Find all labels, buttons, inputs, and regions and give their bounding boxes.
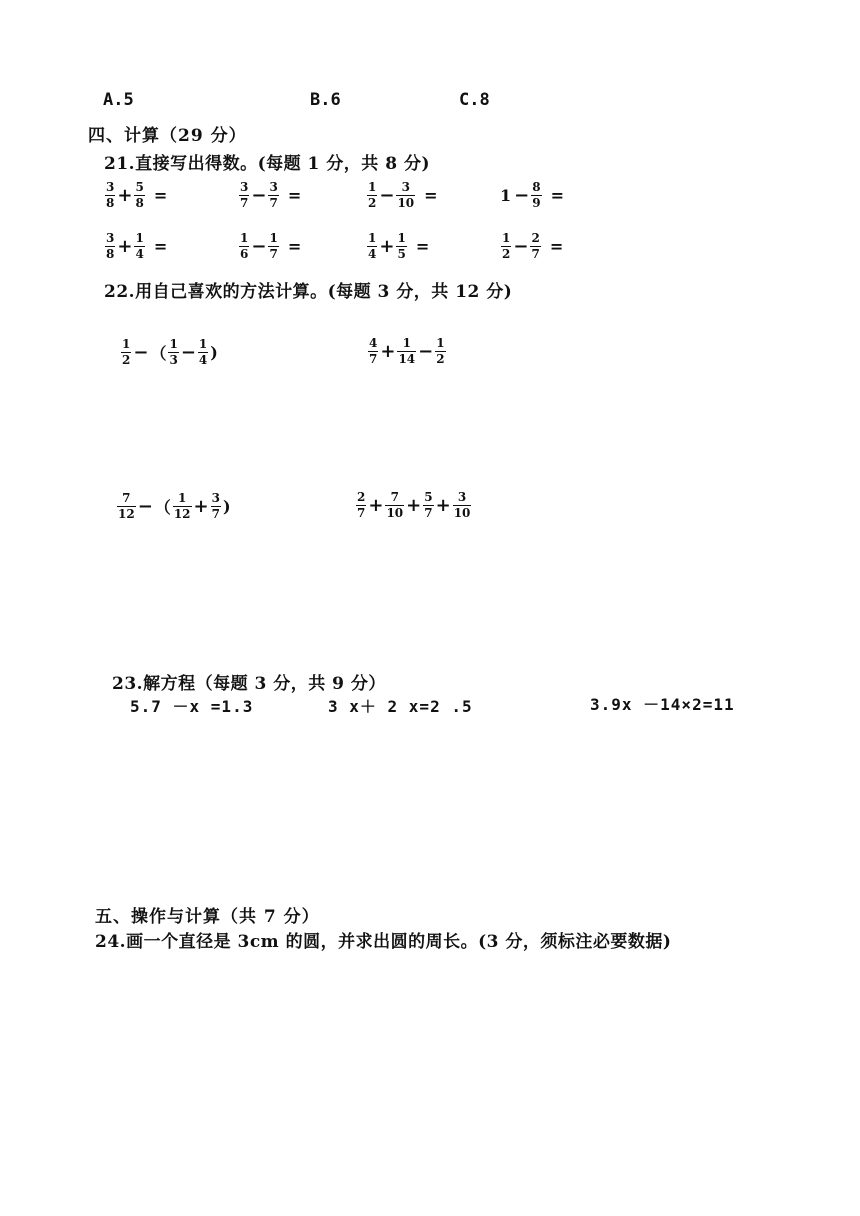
fraction: $\frac{5}{8}$ (135, 180, 144, 210)
fraction: $\frac{1}{2}$ (368, 180, 377, 210)
option-a: A.5 (103, 90, 134, 110)
q24-title: 24.画一个直径是 3cm 的圆，并求出圆的周长。(3 分，须标注必要数据) (95, 932, 672, 952)
option-c: C.8 (459, 90, 490, 110)
fraction: $\frac{1}{4}$ (135, 231, 144, 261)
fraction: $\frac{5}{7}$ (424, 490, 433, 520)
fraction: $\frac{1}{3}$ (169, 337, 178, 367)
section-5-title: 五、操作与计算（共 7 分） (95, 907, 320, 927)
fraction: $\frac{3}{10}$ (453, 490, 471, 520)
fraction: $\frac{1}{4}$ (368, 231, 377, 261)
q21-expression: $\frac{3}{8}$ + $\frac{5}{8}$ = (106, 180, 168, 210)
fraction: $\frac{1}{2}$ (436, 336, 445, 366)
q23-equation-1: 5.7 －x =1.3 (130, 697, 254, 716)
q22-expression-1: $\frac{1}{2}$ − （ $\frac{1}{3}$ − $\frac{1}{4}$ ) (122, 337, 218, 367)
fraction: $\frac{3}{8}$ (106, 231, 115, 261)
q21-expression: $\frac{1}{2}$ − $\frac{2}{7}$ = (502, 231, 564, 261)
q21-title: 21.直接写出得数。(每题 1 分，共 8 分) (104, 154, 430, 174)
q21-expression: $\frac{3}{7}$ − $\frac{3}{7}$ = (240, 180, 302, 210)
section-4-title: 四、计算（29 分） (88, 126, 247, 146)
fraction: $\frac{3}{8}$ (106, 180, 115, 210)
fraction: $\frac{7}{12}$ (118, 491, 135, 521)
q22-expression-3: $\frac{7}{12}$ − （ $\frac{1}{12}$ + $\frac{3}{7}$ ) (118, 491, 231, 521)
fraction: $\frac{1}{14}$ (398, 336, 416, 366)
fraction: $\frac{1}{5}$ (397, 231, 406, 261)
fraction: $\frac{3}{7}$ (240, 180, 249, 210)
q23-equation-2: 3 x＋ 2 x=2 .5 (328, 697, 473, 716)
fraction: $\frac{2}{7}$ (531, 231, 540, 261)
integer-term: 1 (500, 186, 512, 205)
fraction: $\frac{3}{10}$ (397, 180, 415, 210)
fraction: $\frac{4}{7}$ (369, 336, 378, 366)
fraction: $\frac{3}{7}$ (269, 180, 278, 210)
q22-expression-4: $\frac{2}{7}$ + $\frac{7}{10}$ + $\frac{5}{7}$ + $\frac{3}{10}$ (357, 490, 471, 520)
q21-expression: $\frac{3}{8}$ + $\frac{1}{4}$ = (106, 231, 168, 261)
q21-expression: 1 − $\frac{8}{9}$ = (500, 180, 564, 210)
q21-expression: $\frac{1}{6}$ − $\frac{1}{7}$ = (240, 231, 302, 261)
fraction: $\frac{1}{12}$ (173, 491, 191, 521)
q21-expression: $\frac{1}{2}$ − $\frac{3}{10}$ = (368, 180, 438, 210)
fraction: $\frac{1}{6}$ (240, 231, 249, 261)
q21-expression: $\frac{1}{4}$ + $\frac{1}{5}$ = (368, 231, 430, 261)
fraction: $\frac{1}{2}$ (122, 337, 131, 367)
option-b: B.6 (310, 90, 341, 110)
fraction: $\frac{1}{7}$ (269, 231, 278, 261)
fraction: $\frac{8}{9}$ (532, 180, 541, 210)
q22-title: 22.用自己喜欢的方法计算。(每题 3 分，共 12 分) (104, 282, 513, 302)
q23-title: 23.解方程（每题 3 分，共 9 分） (112, 674, 386, 694)
fraction: $\frac{2}{7}$ (357, 490, 366, 520)
q22-expression-2: $\frac{4}{7}$ + $\frac{1}{14}$ − $\frac{1}{2}$ (369, 336, 445, 366)
fraction: $\frac{3}{7}$ (211, 491, 220, 521)
fraction: $\frac{1}{4}$ (198, 337, 208, 367)
fraction: $\frac{7}{10}$ (386, 490, 404, 520)
q23-equation-3: 3.9x －14×2=11 (590, 695, 735, 714)
fraction: $\frac{1}{2}$ (502, 231, 511, 261)
